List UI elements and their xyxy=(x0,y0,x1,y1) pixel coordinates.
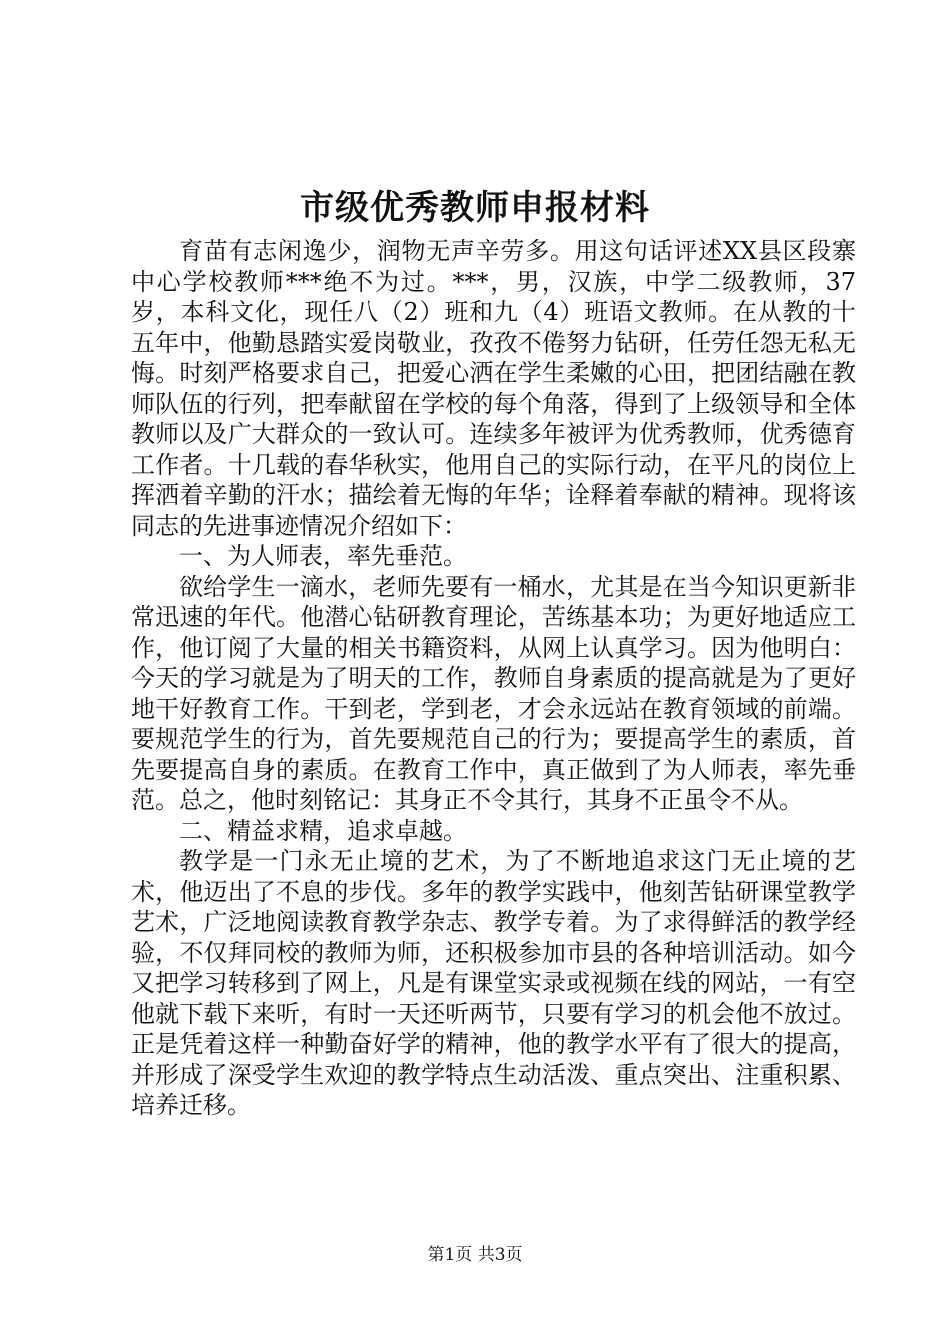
section-1-paragraph: 欲给学生一滴水，老师先要有一桶水，尤其是在当今知识更新非常迅速的年代。他潜心钻研教育理论，苦练基本功；为更好地适应工作，他订阅了大量的相关书籍资料，从网上认真学习。因为他明白：今天的学习就是为了明天的工作，教师自身素质的提高就是为了更好地干好教育工作。干到老，学到老，才会永远站在教育领域的前端。要规范学生的行为，首先要规范自己的行为；要提高学生的素质，首先要提高自身的素质。在教育工作中，真正做到了为人师表，率先垂范。总之，他时刻铭记：其身正不令其行，其身不正虽令不从。 xyxy=(131,572,856,814)
document-body xyxy=(131,236,856,1121)
intro-paragraph: 育苗有志闲逸少，润物无声辛劳多。用这句话评述XX县区段寨中心学校教师***绝不为过。***，男，汉族，中学二级教师，37岁，本科文化，现任八（2）班和九（4）班语文教师。在从教的十五年中，他勤恳踏实爱岗敬业，孜孜不倦努力钻研，任劳任怨无私无悔。时刻严格要求自己，把爱心洒在学生柔嫩的心田，把团结融在教师队伍的行列，把奉献留在学校的每个角落，得到了上级领导和全体教师以及广大群众的一致认可。连续多年被评为优秀教师，优秀德育工作者。十几载的春华秋实，他用自己的实际行动，在平凡的岗位上挥洒着辛勤的汗水；描绘着无悔的年华；诠释着奉献的精神。现将该同志的先进事迹情况介绍如下： xyxy=(131,237,856,540)
page-footer: 第1页 共3页 xyxy=(427,1245,523,1265)
section-heading-2: 二、精益求精，追求卓越。 xyxy=(179,816,467,845)
section-2-paragraph: 教学是一门永无止境的艺术，为了不断地追求这门无止境的艺术，他迈出了不息的步伐。多年的教学实践中，他刻苦钻研课堂教学艺术，广泛地阅读教育教学杂志、教学专着。为了求得鲜活的教学经验，不仅拜同校的教师为师，还积极参加市县的各种培训活动。如今又把学习转移到了网上，凡是有课堂实录或视频在线的网站，一有空他就下载下来听，有时一天还听两节，只要有学习的机会他不放过。正是凭着这样一种勤奋好学的精神，他的教学水平有了很大的提高，并形成了深受学生欢迎的教学特点生动活泼、重点突出、注重积累、培养迁移。 xyxy=(131,847,856,1119)
section-heading-1: 一、为人师表，率先垂范。 xyxy=(179,542,467,570)
document-title: 市级优秀教师申报材料 xyxy=(300,188,650,228)
